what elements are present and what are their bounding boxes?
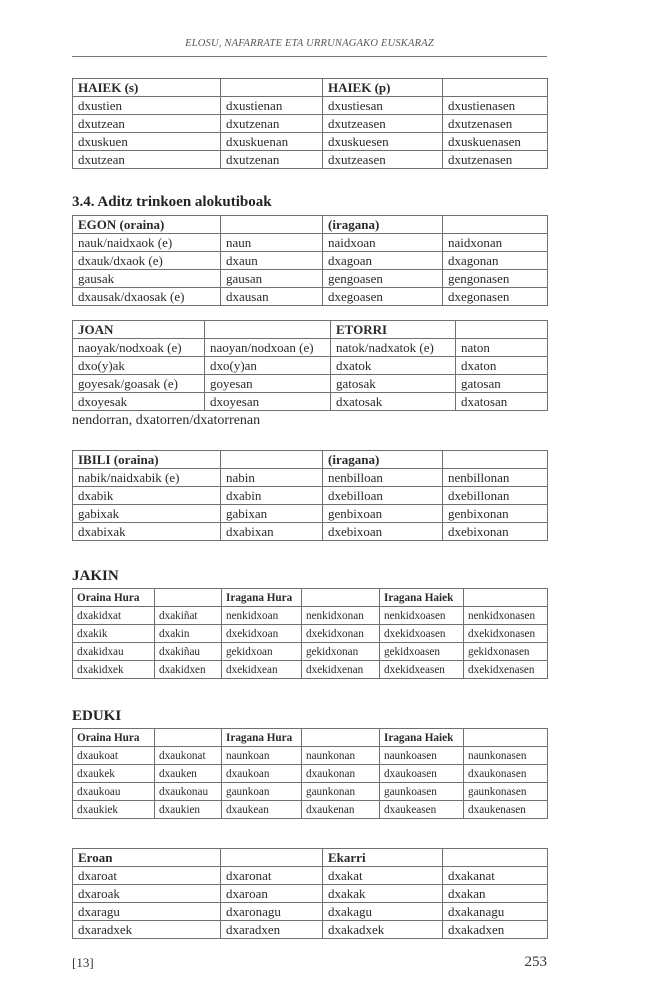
cell: dxaroat bbox=[73, 867, 221, 885]
cell: dxutzenasen bbox=[443, 151, 548, 169]
header-cell bbox=[302, 589, 380, 607]
header-cell bbox=[443, 216, 548, 234]
header-cell: JOAN bbox=[73, 321, 205, 339]
cell: dxaukiek bbox=[73, 801, 155, 819]
header-cell: (iragana) bbox=[323, 216, 443, 234]
table-header-row bbox=[73, 729, 548, 747]
header-cell bbox=[205, 321, 331, 339]
cell: dxaukonat bbox=[155, 747, 222, 765]
table-row bbox=[73, 801, 548, 819]
table-header-row bbox=[73, 589, 548, 607]
table-row bbox=[73, 469, 548, 487]
cell: dxatosak bbox=[331, 393, 456, 411]
cell: dxaronat bbox=[221, 867, 323, 885]
header-rule bbox=[72, 56, 547, 57]
cell: gekidxonan bbox=[302, 643, 380, 661]
cell: dxaradxen bbox=[221, 921, 323, 939]
cell: naidxoan bbox=[323, 234, 443, 252]
cell: nenkidxonasen bbox=[464, 607, 548, 625]
cell: gaunkoan bbox=[222, 783, 302, 801]
cell: nenkidxoasen bbox=[380, 607, 464, 625]
cell: gengoasen bbox=[323, 270, 443, 288]
table-row bbox=[73, 339, 548, 357]
cell: dxegonasen bbox=[443, 288, 548, 306]
cell: dxakidxau bbox=[73, 643, 155, 661]
cell: dxustien bbox=[73, 97, 221, 115]
cell: naoyak/nodxoak (e) bbox=[73, 339, 205, 357]
cell: gekidxoan bbox=[222, 643, 302, 661]
header-cell bbox=[443, 451, 548, 469]
cell: dxaroan bbox=[221, 885, 323, 903]
table-row bbox=[73, 661, 548, 679]
cell: dxaronagu bbox=[221, 903, 323, 921]
table-row bbox=[73, 97, 548, 115]
cell: gaunkonasen bbox=[464, 783, 548, 801]
cell: dxaukonasen bbox=[464, 765, 548, 783]
cell: genbixoan bbox=[323, 505, 443, 523]
cell: dxabin bbox=[221, 487, 323, 505]
cell: naidxonan bbox=[443, 234, 548, 252]
cell: naunkonasen bbox=[464, 747, 548, 765]
cell: dxaukoan bbox=[222, 765, 302, 783]
cell: dxuskuenan bbox=[221, 133, 323, 151]
cell: naoyan/nodxoan (e) bbox=[205, 339, 331, 357]
cell: dxabixak bbox=[73, 523, 221, 541]
cell: dxakadxen bbox=[443, 921, 548, 939]
header-cell bbox=[443, 849, 548, 867]
table-row bbox=[73, 505, 548, 523]
cell: dxausan bbox=[221, 288, 323, 306]
cell: dxutzenasen bbox=[443, 115, 548, 133]
table-row bbox=[73, 375, 548, 393]
cell: dxausak/dxaosak (e) bbox=[73, 288, 221, 306]
cell: gatosak bbox=[331, 375, 456, 393]
cell: dxustienan bbox=[221, 97, 323, 115]
cell: dxustienasen bbox=[443, 97, 548, 115]
cell: dxaukoasen bbox=[380, 765, 464, 783]
footer-page-number: 253 bbox=[524, 954, 547, 970]
cell: dxoyesan bbox=[205, 393, 331, 411]
table-ibili bbox=[72, 450, 548, 541]
cell: dxaukonan bbox=[302, 765, 380, 783]
table-header-row bbox=[73, 216, 548, 234]
cell: dxutzeasen bbox=[323, 151, 443, 169]
header-cell bbox=[221, 849, 323, 867]
cell: dxaton bbox=[456, 357, 548, 375]
header-cell: Eroan bbox=[73, 849, 221, 867]
header-cell: Iragana Haiek bbox=[380, 589, 464, 607]
header-cell bbox=[155, 729, 222, 747]
cell: dxakiñau bbox=[155, 643, 222, 661]
cell: dxutzeasen bbox=[323, 115, 443, 133]
cell: goyesak/goasak (e) bbox=[73, 375, 205, 393]
cell: dxakat bbox=[323, 867, 443, 885]
cell: dxaukean bbox=[222, 801, 302, 819]
cell: dxaroak bbox=[73, 885, 221, 903]
table-header-row bbox=[73, 451, 548, 469]
table-row bbox=[73, 885, 548, 903]
cell: dxo(y)an bbox=[205, 357, 331, 375]
cell: dxegoasen bbox=[323, 288, 443, 306]
table-row bbox=[73, 523, 548, 541]
cell: dxakanat bbox=[443, 867, 548, 885]
header-cell: IBILI (oraina) bbox=[73, 451, 221, 469]
header-cell: Iragana Hura bbox=[222, 589, 302, 607]
cell: dxaukoat bbox=[73, 747, 155, 765]
cell: nenbilloan bbox=[323, 469, 443, 487]
cell: naunkoasen bbox=[380, 747, 464, 765]
cell: dxekidxean bbox=[222, 661, 302, 679]
header-cell: (iragana) bbox=[323, 451, 443, 469]
table-eroan bbox=[72, 848, 548, 939]
header-cell bbox=[221, 216, 323, 234]
cell: dxakidxek bbox=[73, 661, 155, 679]
cell: gekidxonasen bbox=[464, 643, 548, 661]
table-header-row bbox=[73, 849, 548, 867]
cell: nenkidxonan bbox=[302, 607, 380, 625]
footer-section-number: [13] bbox=[72, 955, 94, 970]
cell: dxoyesak bbox=[73, 393, 205, 411]
cell: gausak bbox=[73, 270, 221, 288]
cell: dxakik bbox=[73, 625, 155, 643]
cell: nabik/naidxabik (e) bbox=[73, 469, 221, 487]
table-row bbox=[73, 252, 548, 270]
cell: dxabik bbox=[73, 487, 221, 505]
cell: naunkonan bbox=[302, 747, 380, 765]
cell: dxuskuen bbox=[73, 133, 221, 151]
header-cell: HAIEK (p) bbox=[323, 79, 443, 97]
header-cell: Oraina Hura bbox=[73, 589, 155, 607]
cell: dxaukenasen bbox=[464, 801, 548, 819]
cell: dxakidxen bbox=[155, 661, 222, 679]
header-cell: Ekarri bbox=[323, 849, 443, 867]
cell: dxaukeasen bbox=[380, 801, 464, 819]
cell: genbixonan bbox=[443, 505, 548, 523]
cell: dxekidxonan bbox=[302, 625, 380, 643]
cell: dxauk/dxaok (e) bbox=[73, 252, 221, 270]
table-row bbox=[73, 643, 548, 661]
cell: dxaukonau bbox=[155, 783, 222, 801]
cell: gengonasen bbox=[443, 270, 548, 288]
cell: dxaukek bbox=[73, 765, 155, 783]
table-header-row bbox=[73, 321, 548, 339]
jakin-title: JAKIN bbox=[72, 568, 119, 584]
table-row bbox=[73, 765, 548, 783]
table-row bbox=[73, 783, 548, 801]
table-eduki bbox=[72, 728, 548, 819]
table-row bbox=[73, 151, 548, 169]
table-row bbox=[73, 133, 548, 151]
cell: dxakak bbox=[323, 885, 443, 903]
table-row bbox=[73, 288, 548, 306]
cell: gatosan bbox=[456, 375, 548, 393]
header-cell: Iragana Haiek bbox=[380, 729, 464, 747]
header-cell bbox=[302, 729, 380, 747]
table-row bbox=[73, 903, 548, 921]
cell: gabixak bbox=[73, 505, 221, 523]
cell: dxatosan bbox=[456, 393, 548, 411]
cell: naunkoan bbox=[222, 747, 302, 765]
header-cell bbox=[221, 79, 323, 97]
eduki-title: EDUKI bbox=[72, 708, 122, 724]
header-cell: Oraina Hura bbox=[73, 729, 155, 747]
cell: dxaukien bbox=[155, 801, 222, 819]
cell: dxekidxoasen bbox=[380, 625, 464, 643]
cell: dxo(y)ak bbox=[73, 357, 205, 375]
table-row bbox=[73, 625, 548, 643]
cell: dxutzean bbox=[73, 151, 221, 169]
cell: dxabixan bbox=[221, 523, 323, 541]
cell: gaunkoasen bbox=[380, 783, 464, 801]
cell: dxekidxonasen bbox=[464, 625, 548, 643]
cell: nauk/naidxaok (e) bbox=[73, 234, 221, 252]
table-header-row bbox=[73, 79, 548, 97]
table-jakin bbox=[72, 588, 548, 679]
cell: dxekidxeasen bbox=[380, 661, 464, 679]
table-row bbox=[73, 234, 548, 252]
cell: dxaradxek bbox=[73, 921, 221, 939]
cell: dxekidxenasen bbox=[464, 661, 548, 679]
cell: gausan bbox=[221, 270, 323, 288]
header-cell bbox=[155, 589, 222, 607]
cell: dxatok bbox=[331, 357, 456, 375]
joan-note: nendorran, dxatorren/dxatorrenan bbox=[72, 413, 261, 428]
header-cell: HAIEK (s) bbox=[73, 79, 221, 97]
table-row bbox=[73, 357, 548, 375]
cell: dxakidxat bbox=[73, 607, 155, 625]
cell: dxekidxenan bbox=[302, 661, 380, 679]
cell: dxuskuenasen bbox=[443, 133, 548, 151]
table-row bbox=[73, 867, 548, 885]
cell: dxutzenan bbox=[221, 115, 323, 133]
cell: nenbillonan bbox=[443, 469, 548, 487]
cell: dxagoan bbox=[323, 252, 443, 270]
cell: natok/nadxatok (e) bbox=[331, 339, 456, 357]
cell: dxauken bbox=[155, 765, 222, 783]
table-joan bbox=[72, 320, 548, 411]
table-row bbox=[73, 747, 548, 765]
table-haiek bbox=[72, 78, 548, 169]
cell: dxebixoan bbox=[323, 523, 443, 541]
cell: dxebillonan bbox=[443, 487, 548, 505]
table-row bbox=[73, 607, 548, 625]
table-row bbox=[73, 115, 548, 133]
cell: dxaukoau bbox=[73, 783, 155, 801]
header-cell bbox=[464, 729, 548, 747]
cell: dxaragu bbox=[73, 903, 221, 921]
cell: dxekidxoan bbox=[222, 625, 302, 643]
cell: dxakiñat bbox=[155, 607, 222, 625]
cell: dxutzean bbox=[73, 115, 221, 133]
cell: dxebilloan bbox=[323, 487, 443, 505]
cell: dxakagu bbox=[323, 903, 443, 921]
cell: dxebixonan bbox=[443, 523, 548, 541]
running-head: ELOSU, NAFARRATE ETA URRUNAGAKO EUSKARAZ bbox=[185, 38, 434, 49]
cell: dxaukenan bbox=[302, 801, 380, 819]
table-row bbox=[73, 393, 548, 411]
cell: dxagonan bbox=[443, 252, 548, 270]
cell: dxutzenan bbox=[221, 151, 323, 169]
header-cell bbox=[221, 451, 323, 469]
header-cell: Iragana Hura bbox=[222, 729, 302, 747]
cell: naun bbox=[221, 234, 323, 252]
table-egon bbox=[72, 215, 548, 306]
cell: dxakadxek bbox=[323, 921, 443, 939]
header-cell bbox=[456, 321, 548, 339]
table-row bbox=[73, 270, 548, 288]
cell: gaunkonan bbox=[302, 783, 380, 801]
cell: nenkidxoan bbox=[222, 607, 302, 625]
cell: naton bbox=[456, 339, 548, 357]
table-row bbox=[73, 487, 548, 505]
header-cell: EGON (oraina) bbox=[73, 216, 221, 234]
cell: dxuskuesen bbox=[323, 133, 443, 151]
cell: gabixan bbox=[221, 505, 323, 523]
cell: dxakin bbox=[155, 625, 222, 643]
header-cell bbox=[464, 589, 548, 607]
cell: goyesan bbox=[205, 375, 331, 393]
header-cell: ETORRI bbox=[331, 321, 456, 339]
table-row bbox=[73, 921, 548, 939]
cell: dxaun bbox=[221, 252, 323, 270]
header-cell bbox=[443, 79, 548, 97]
cell: dxustiesan bbox=[323, 97, 443, 115]
section-title: 3.4. Aditz trinkoen alokutiboak bbox=[72, 194, 272, 210]
cell: dxakan bbox=[443, 885, 548, 903]
cell: nabin bbox=[221, 469, 323, 487]
cell: gekidxoasen bbox=[380, 643, 464, 661]
cell: dxakanagu bbox=[443, 903, 548, 921]
